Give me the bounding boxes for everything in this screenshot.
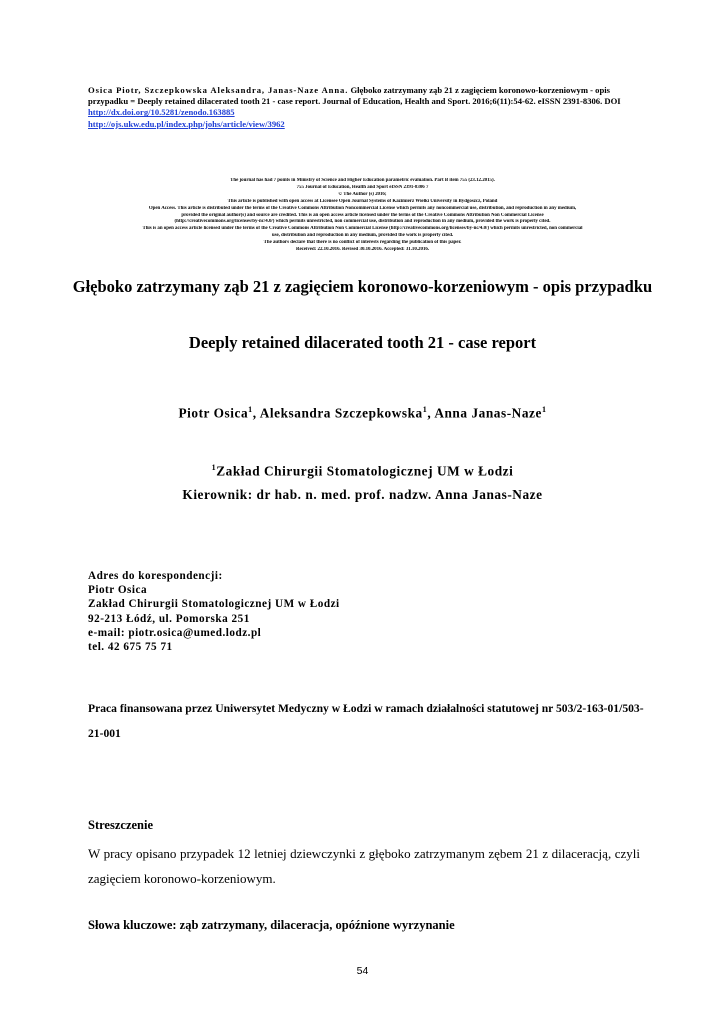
title-polish: Głęboko zatrzymany ząb 21 z zagięciem koronowo-korzeniowym - opis przypadku	[72, 277, 653, 296]
journal-notes	[70, 178, 655, 254]
correspondence-line: e-mail: piotr.osica@umed.lodz.pl	[88, 626, 262, 639]
citation-authors: Osica Piotr, Szczepkowska Aleksandra, Janas-Naze Anna.	[88, 85, 349, 95]
author-affiliation-mark: 1	[248, 405, 253, 414]
author-affiliation-mark: 1	[541, 405, 547, 414]
journal-note-line: This article is published with open access at Licensee Open Journal Systems of Kazimierz Wielki University in Bydgoszcz, Poland	[227, 198, 498, 204]
correspondence-heading: Adres do korespondencji:	[88, 570, 223, 582]
abstract-heading: Streszczenie	[88, 818, 154, 832]
journal-note-line: © The Author (s) 2016;	[338, 191, 387, 197]
correspondence-line: Zakład Chirurgii Stomatologicznej UM w Łodzi	[88, 598, 340, 611]
journal-note-line: Received: 22.10.2016. Revised 30.10.2016. Accepted: 31.10.2016.	[295, 247, 430, 253]
funding-statement: Praca finansowana przez Uniwersytet Medyczny w Łodzi w ramach działalności statutowej nr 503/2-163-01/503-21-001	[88, 702, 644, 740]
citation-block	[88, 85, 640, 130]
affiliation-head: Kierownik: dr hab. n. med. prof. nadzw. Anna Janas-Naze	[182, 487, 543, 503]
journal-note-line: Open Access. This article is distributed under the terms of the Creative Commons Attribution Noncommercial License which permits any noncommercial use, distribution, and reproduction in any medium,	[148, 205, 577, 211]
author-name: Anna Janas-Naze	[434, 405, 542, 421]
correspondence-line: Piotr Osica	[88, 584, 148, 597]
correspondence-address	[88, 569, 648, 654]
journal-note-line: The journal has had 7 points in Ministry of Science and Higher Education parametric evaluation. Part B item 755 (23.12.2015).	[230, 178, 495, 183]
author-list	[60, 405, 665, 421]
journal-note-line: provided the original author(s) and source are credited. This is an open access article licensed under the terms of the Creative Commons Attribution Non Commercial License	[181, 212, 544, 218]
author-separator: ,	[427, 405, 435, 421]
doi-link[interactable]: http://dx.doi.org/10.5281/zenodo.163885	[88, 107, 235, 118]
journal-note-line: 755 Journal of Education, Health and Sport eISSN 2391-8306 7	[296, 184, 429, 190]
page-number: 54	[356, 965, 369, 977]
author-separator: ,	[252, 405, 260, 421]
author-name: Piotr Osica	[178, 405, 249, 421]
title-english: Deeply retained dilacerated tooth 21 - case report	[188, 333, 537, 352]
affiliation-unit: Zakład Chirurgii Stomatologicznej UM w Łodzi	[216, 463, 514, 479]
journal-note-line: The authors declare that there is no conflict of interests regarding the publication of this paper.	[263, 240, 462, 246]
keywords: Słowa kluczowe: ząb zatrzymany, dilaceracja, opóźnione wyrzynanie	[88, 918, 455, 932]
affiliation-block	[60, 456, 665, 507]
correspondence-line: tel. 42 675 75 71	[88, 641, 173, 654]
correspondence-line: 92-213 Łódź, ul. Pomorska 251	[88, 612, 250, 625]
journal-note-line: This is an open access article licensed under the terms of the Creative Commons Attribution Non Commercial License (http://creativecommons.org/licenses/by-nc/4.0/) which permits unrestricted, non commercial	[142, 226, 583, 232]
author-affiliation-mark: 1	[422, 405, 428, 414]
journal-note-line: (http://creativecommons.org/licenses/by-nc/4.0/) which permits unrestricted, non commercial use, distribution and reproduction in any medium, provided the work is properly cited.	[174, 219, 551, 225]
journal-note-line: use, distribution and reproduction in any medium, provided the work is properly cited.	[271, 233, 454, 239]
abstract-text: W pracy opisano przypadek 12 letniej dziewczynki z głęboko zatrzymanym zębem 21 z dilaceracją, czyli zagięciem koronowo-korzeniowym.	[88, 846, 640, 886]
author-name: Aleksandra Szczepkowska	[259, 405, 423, 421]
citation-text: Głęboko zatrzymany ząb 21 z zagięciem koronowo-korzeniowym - opis przypadku = Deeply retained dilacerated tooth 21 - case report. Journal of Education, Health and Sport. 2016;6(11):54-62. eISSN 2391-8306. DOI	[88, 85, 621, 107]
article-link[interactable]: http://ojs.ukw.edu.pl/index.php/johs/article/view/3962	[88, 118, 285, 129]
affiliation-mark: 1	[211, 463, 217, 472]
